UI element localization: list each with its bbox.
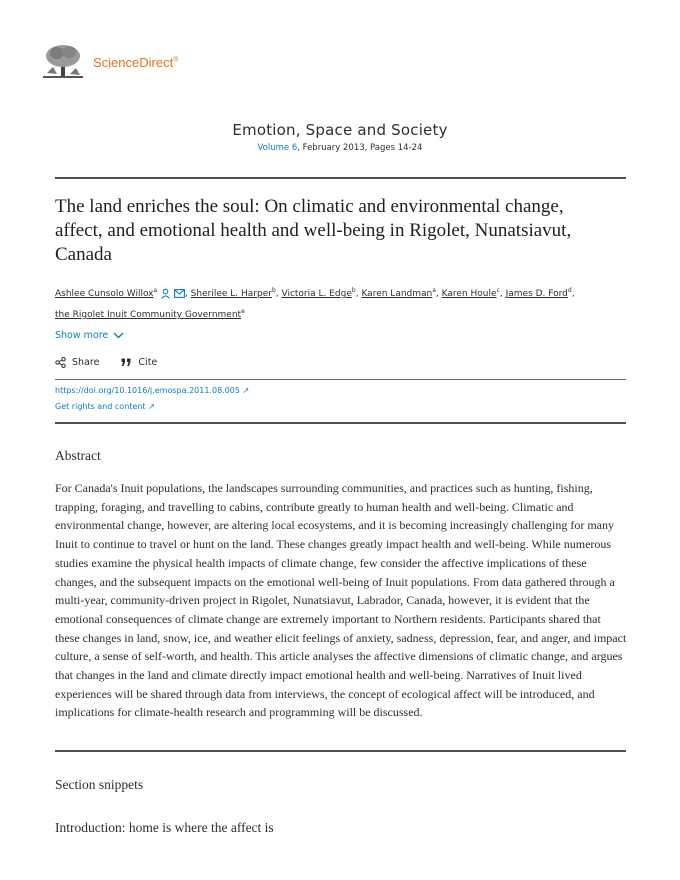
person-icon[interactable] xyxy=(160,288,171,299)
article-title: The land enriches the soul: On climatic and environmental change, affect, and emotional health and well-being in Rigolet, Nunatsiavut, Canada xyxy=(55,196,572,265)
show-more-label: Show more xyxy=(55,330,109,341)
divider xyxy=(55,379,626,380)
rights-text: Get rights and content xyxy=(55,402,146,411)
affiliation-mark: b xyxy=(271,287,276,294)
journal-title[interactable]: Emotion, Space and Society xyxy=(232,121,448,139)
affiliation-mark: a xyxy=(153,287,158,294)
external-link-icon: ↗ xyxy=(242,386,250,395)
article-actions xyxy=(55,357,157,368)
affiliation-mark: e xyxy=(241,308,245,315)
affiliation-mark: a xyxy=(432,287,436,294)
cite-label: Cite xyxy=(138,357,158,368)
chevron-down-icon xyxy=(113,332,124,339)
author-list: Ashlee Cunsolo Willox$^a$ , Sherilee L. Harper$^b$, Victoria L. Edge$^b$, Karen Landman$^a$, Karen Houle$^c$, James D. Ford$^d$, the Rigolet Inuit Community Government$^e$ xyxy=(55,287,575,320)
rights-link[interactable] xyxy=(55,402,155,411)
author-link[interactable]: Victoria L. Edge xyxy=(281,289,352,299)
doi-link[interactable] xyxy=(55,386,249,395)
show-more-button[interactable] xyxy=(55,330,124,341)
abstract-heading: Abstract xyxy=(55,448,101,463)
issue-date: , February 2013 xyxy=(297,143,365,153)
author-link[interactable]: Sherilee L. Harper xyxy=(190,289,272,299)
sciencedirect-logo[interactable]: ScienceDirect® xyxy=(93,55,179,70)
share-button[interactable] xyxy=(55,357,99,368)
author-link[interactable]: Karen Houle xyxy=(441,289,497,299)
cite-button[interactable] xyxy=(121,357,157,368)
divider xyxy=(55,177,626,179)
abstract-text: For Canada's Inuit populations, the landscapes surrounding communities, and practices such as hunting, fishing, trapping, foraging, and travelling to cabins, contribute greatly to human health and well-being. Climatic and environmental change, however, are altering local ecosystems, and it is becoming increasingly challenging for many Inuit to continue to travel or hunt on the land. These changes greatly impact health and well-being. While numerous studies examine the physical health impacts of climate change, few consider the affective implications of these changes, and the subsequent impacts on the emotional well-being of Inuit populations. From data gathered through a multi-year, community-driven project in Rigolet, Nunatsiavut, Labrador, Canada, however, it is evident that the emotional consequences of climate change are extremely important to Northern residents. Participants shared that these changes in land, snow, ice, and weather elicit feelings of anxiety, sadness, depression, fear, and anger, and impact culture, a sense of self-worth, and health. This article analyses the affective dimensions of climatic change, and argues that changes in the land and climate directly impact emotional health and well-being. Narratives of Inuit lived experiences will be shared through data from interviews, the concept of ecological affect will be introduced, and implications for climate-health research and programming will be discussed. xyxy=(55,481,627,720)
affiliation-mark: b xyxy=(351,287,356,294)
divider xyxy=(55,750,626,752)
author-link[interactable]: James D. Ford xyxy=(505,289,568,299)
external-link-icon: ↗ xyxy=(148,402,155,411)
author-link[interactable]: Ashlee Cunsolo Willox xyxy=(55,289,154,299)
affiliation-mark: d xyxy=(567,287,572,294)
quote-icon xyxy=(121,358,132,367)
mail-icon[interactable] xyxy=(174,289,185,298)
section-snippets-heading: Section snippets xyxy=(55,777,144,792)
intro-snippet-link[interactable]: Introduction: home is where the affect is xyxy=(55,820,274,835)
author-link[interactable]: the Rigolet Inuit Community Government xyxy=(55,310,242,320)
share-label: Share xyxy=(72,357,100,368)
affiliation-mark: c xyxy=(496,287,500,294)
elsevier-logo[interactable] xyxy=(43,43,83,79)
share-icon xyxy=(55,357,66,368)
doi-text: https://doi.org/10.1016/j.emospa.2011.08.005 xyxy=(55,386,240,395)
pages: , Pages 14-24 xyxy=(364,143,423,153)
divider xyxy=(55,422,626,424)
author-link[interactable]: Karen Landman xyxy=(361,289,433,299)
volume-info xyxy=(0,143,680,153)
volume-link[interactable]: Volume 6 xyxy=(257,143,298,153)
